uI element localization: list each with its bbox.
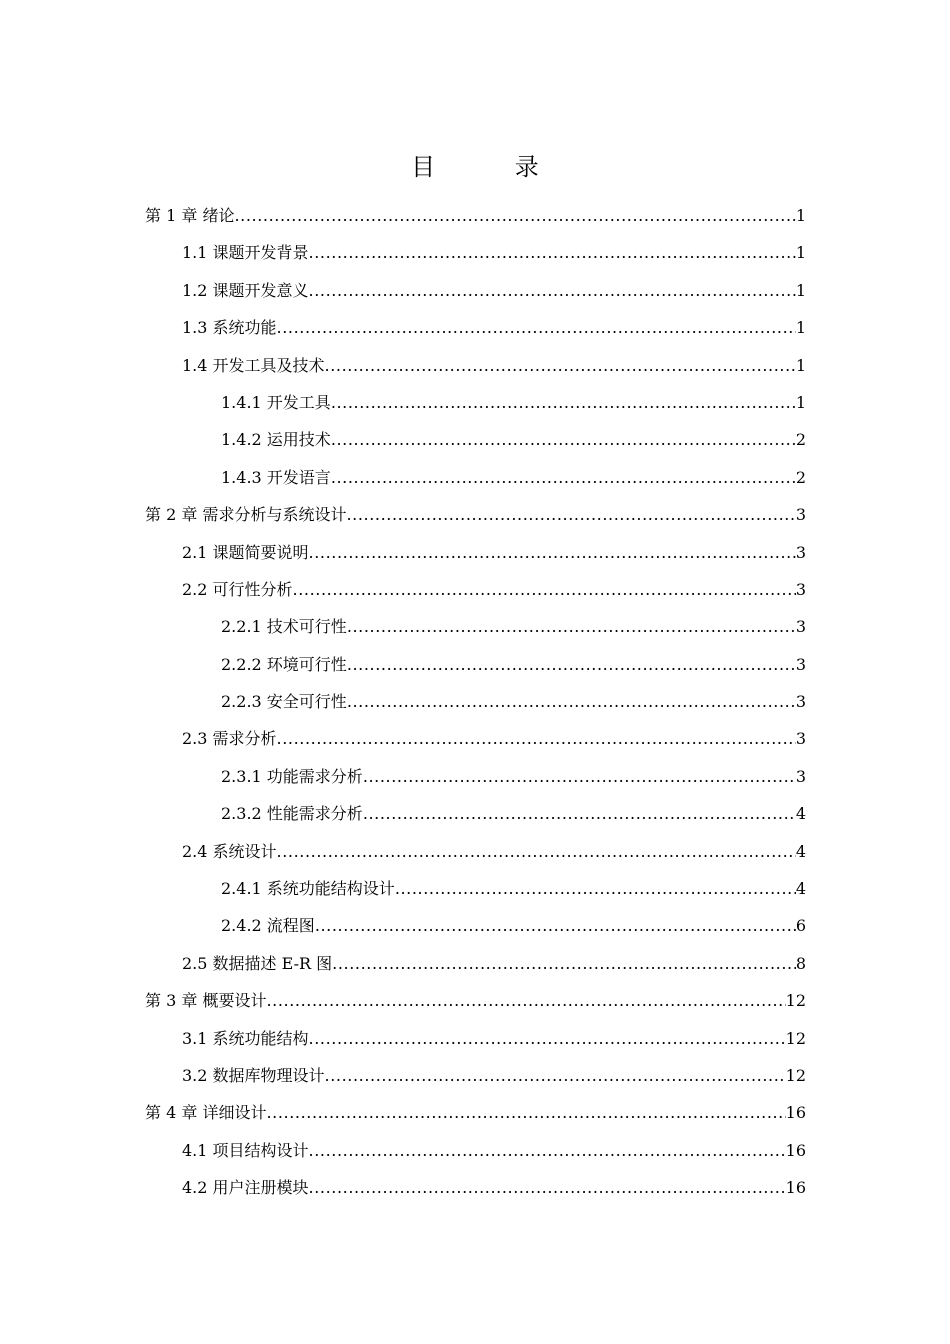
toc-page-number: 6 bbox=[795, 916, 806, 936]
table-of-contents bbox=[145, 197, 806, 1207]
toc-page-number: 1 bbox=[795, 243, 806, 263]
toc-entry-title: 2.3.2 性能需求分析 bbox=[221, 804, 363, 824]
toc-dot-leader bbox=[332, 945, 796, 982]
toc-dot-leader bbox=[325, 347, 796, 384]
toc-entry[interactable] bbox=[145, 197, 806, 234]
toc-entry-title: 2.2.1 技术可行性 bbox=[221, 617, 347, 637]
toc-page-number: 3 bbox=[795, 729, 806, 749]
toc-entry[interactable] bbox=[145, 683, 806, 720]
toc-entry-title: 第 4 章 详细设计 bbox=[145, 1103, 267, 1123]
toc-entry-title: 2.5 数据描述 E-R 图 bbox=[182, 953, 333, 973]
toc-page-number: 16 bbox=[785, 1140, 806, 1160]
toc-entry-title: 2.4.1 系统功能结构设计 bbox=[221, 879, 395, 899]
toc-dot-leader bbox=[395, 870, 796, 907]
toc-entry-title: 1.4.3 开发语言 bbox=[221, 467, 331, 487]
toc-dot-leader bbox=[346, 496, 795, 533]
toc-entry-title: 第 2 章 需求分析与系统设计 bbox=[145, 505, 347, 525]
toc-entry-title: 2.1 课题简要说明 bbox=[182, 542, 309, 562]
toc-dot-leader bbox=[266, 1094, 785, 1131]
toc-entry-title: 2.3 需求分析 bbox=[182, 729, 277, 749]
toc-page-number: 12 bbox=[785, 1065, 806, 1085]
toc-entry[interactable] bbox=[145, 534, 806, 571]
toc-dot-leader bbox=[309, 534, 796, 571]
toc-entry-title: 1.4.1 开发工具 bbox=[221, 392, 331, 412]
toc-dot-leader bbox=[363, 758, 796, 795]
toc-page-number: 12 bbox=[785, 991, 806, 1011]
toc-page-number: 1 bbox=[795, 318, 806, 338]
toc-page-number: 3 bbox=[795, 505, 806, 525]
toc-dot-leader bbox=[309, 1132, 786, 1169]
toc-page-number: 16 bbox=[785, 1103, 806, 1123]
toc-entry[interactable] bbox=[145, 608, 806, 645]
toc-dot-leader bbox=[277, 309, 796, 346]
toc-entry-title: 2.3.1 功能需求分析 bbox=[221, 766, 363, 786]
toc-entry-title: 1.4.2 运用技术 bbox=[221, 430, 331, 450]
toc-page-number: 2 bbox=[795, 467, 806, 487]
toc-entry[interactable] bbox=[145, 646, 806, 683]
toc-entry-title: 3.2 数据库物理设计 bbox=[182, 1065, 325, 1085]
toc-dot-leader bbox=[234, 197, 795, 234]
toc-page-number: 3 bbox=[795, 617, 806, 637]
toc-entry[interactable] bbox=[145, 272, 806, 309]
toc-entry-title: 1.3 系统功能 bbox=[182, 318, 277, 338]
toc-entry-title: 2.2 可行性分析 bbox=[182, 579, 293, 599]
toc-entry-title: 4.1 项目结构设计 bbox=[182, 1140, 309, 1160]
toc-page-number: 3 bbox=[795, 692, 806, 712]
toc-dot-leader bbox=[347, 608, 796, 645]
toc-dot-leader bbox=[363, 795, 796, 832]
toc-dot-leader bbox=[331, 421, 796, 458]
toc-entry[interactable] bbox=[145, 945, 806, 982]
toc-page-number: 12 bbox=[785, 1028, 806, 1048]
toc-page-number: 1 bbox=[795, 355, 806, 375]
toc-page-number: 4 bbox=[795, 879, 806, 899]
toc-entry[interactable] bbox=[145, 459, 806, 496]
toc-entry[interactable] bbox=[145, 720, 806, 757]
toc-page-number: 1 bbox=[795, 205, 806, 225]
toc-entry[interactable] bbox=[145, 982, 806, 1019]
toc-entry[interactable] bbox=[145, 347, 806, 384]
toc-entry[interactable] bbox=[145, 795, 806, 832]
toc-entry[interactable] bbox=[145, 309, 806, 346]
toc-dot-leader bbox=[309, 1169, 786, 1206]
toc-entry-title: 第 1 章 绪论 bbox=[145, 205, 235, 225]
toc-dot-leader bbox=[347, 646, 796, 683]
page-title: 目 录 bbox=[411, 153, 575, 181]
toc-entry-title: 1.4 开发工具及技术 bbox=[182, 355, 325, 375]
toc-dot-leader bbox=[266, 982, 785, 1019]
toc-page-number: 3 bbox=[795, 654, 806, 674]
toc-entry-title: 1.2 课题开发意义 bbox=[182, 280, 309, 300]
toc-entry[interactable] bbox=[145, 833, 806, 870]
toc-entry[interactable] bbox=[145, 1169, 806, 1206]
toc-dot-leader bbox=[315, 907, 796, 944]
toc-entry-title: 4.2 用户注册模块 bbox=[182, 1178, 309, 1198]
toc-page-number: 3 bbox=[795, 766, 806, 786]
toc-dot-leader bbox=[331, 384, 796, 421]
toc-entry[interactable] bbox=[145, 1094, 806, 1131]
toc-dot-leader bbox=[277, 833, 796, 870]
toc-entry-title: 2.4 系统设计 bbox=[182, 841, 277, 861]
toc-entry[interactable] bbox=[145, 384, 806, 421]
toc-entry[interactable] bbox=[145, 1020, 806, 1057]
toc-page-number: 3 bbox=[795, 579, 806, 599]
toc-entry[interactable] bbox=[145, 758, 806, 795]
toc-dot-leader bbox=[277, 720, 796, 757]
toc-dot-leader bbox=[293, 571, 796, 608]
toc-entry[interactable] bbox=[145, 870, 806, 907]
toc-dot-leader bbox=[325, 1057, 786, 1094]
toc-page-number: 2 bbox=[795, 430, 806, 450]
toc-dot-leader bbox=[309, 234, 796, 271]
toc-entry[interactable] bbox=[145, 1132, 806, 1169]
toc-entry[interactable] bbox=[145, 571, 806, 608]
toc-page-number: 8 bbox=[795, 953, 806, 973]
toc-entry[interactable] bbox=[145, 234, 806, 271]
toc-dot-leader bbox=[347, 683, 796, 720]
toc-dot-leader bbox=[331, 459, 796, 496]
toc-page-number: 1 bbox=[795, 392, 806, 412]
toc-entry[interactable] bbox=[145, 1057, 806, 1094]
toc-entry-title: 2.4.2 流程图 bbox=[221, 916, 315, 936]
toc-page-number: 4 bbox=[795, 804, 806, 824]
toc-page-number: 4 bbox=[795, 841, 806, 861]
toc-entry-title: 1.1 课题开发背景 bbox=[182, 243, 309, 263]
toc-page-number: 3 bbox=[795, 542, 806, 562]
toc-dot-leader bbox=[309, 1020, 786, 1057]
toc-page-number: 16 bbox=[785, 1178, 806, 1198]
toc-entry[interactable] bbox=[145, 421, 806, 458]
toc-entry[interactable] bbox=[145, 496, 806, 533]
toc-entry-title: 3.1 系统功能结构 bbox=[182, 1028, 309, 1048]
toc-entry-title: 2.2.2 环境可行性 bbox=[221, 654, 347, 674]
toc-entry-title: 第 3 章 概要设计 bbox=[145, 991, 267, 1011]
toc-entry-title: 2.2.3 安全可行性 bbox=[221, 692, 347, 712]
toc-entry[interactable] bbox=[145, 907, 806, 944]
toc-dot-leader bbox=[309, 272, 796, 309]
toc-page-number: 1 bbox=[795, 280, 806, 300]
